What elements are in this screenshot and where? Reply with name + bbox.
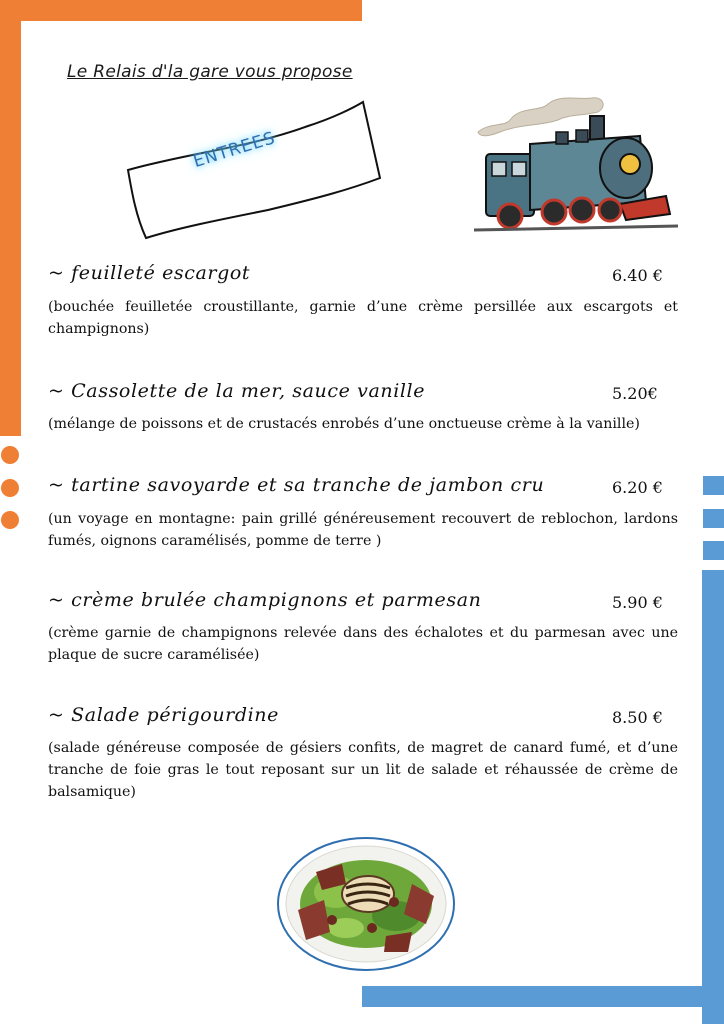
menu-item-price: 6.40 € <box>612 266 663 285</box>
blue-square <box>703 509 724 528</box>
menu-item-title: ~ crème brulée champignons et parmesan <box>48 589 482 611</box>
menu-item-price: 5.20€ <box>612 384 658 403</box>
steam-train-illustration <box>470 92 682 237</box>
menu-item-description: (mélange de poissons et de crustacés enrobés d’une onctueuse crème à la vanille) <box>48 416 640 432</box>
menu-item-title: ~ tartine savoyarde et sa tranche de jambon cru <box>48 474 545 496</box>
menu-item-title: ~ Salade périgourdine <box>48 704 279 726</box>
menu-item-price: 5.90 € <box>612 593 663 612</box>
menu-item-description: (un voyage en montagne: pain grillé généreusement recouvert de reblochon, lardons fumés, oignons caramélisés, pomme de terre ) <box>48 511 678 549</box>
menu-item-price: 6.20 € <box>612 478 663 497</box>
menu-item-description: (bouchée feuilletée croustillante, garnie d’une crème persillée aux escargots et champignons) <box>48 299 678 337</box>
orange-top-bar <box>0 0 362 21</box>
blue-square <box>703 476 724 495</box>
orange-dot <box>1 511 19 529</box>
menu-item-title: ~ feuilleté escargot <box>48 262 251 284</box>
banner-title: ENTREES <box>190 128 279 172</box>
orange-dot <box>1 479 19 497</box>
blue-square <box>703 541 724 560</box>
menu-item-price: 8.50 € <box>612 708 663 727</box>
orange-left-bar <box>0 0 21 436</box>
blue-bottom-bar <box>362 986 724 1007</box>
menu-item-description: (salade généreuse composée de gésiers confits, de magret de canard fumé, et d’une tranche de foie gras le tout reposant sur un lit de salade et réhaussée de crème de balsamique) <box>48 740 678 800</box>
salad-plate-photo <box>276 836 456 972</box>
entrees-banner <box>118 98 384 242</box>
orange-dot <box>1 446 19 464</box>
blue-right-bar <box>702 570 724 1024</box>
menu-item-description: (crème garnie de champignons relevée dans des échalotes et du parmesan avec une plaque de sucre caramélisée) <box>48 625 678 663</box>
menu-header: Le Relais d'la gare vous propose <box>67 62 353 82</box>
menu-item-title: ~ Cassolette de la mer, sauce vanille <box>48 380 426 402</box>
